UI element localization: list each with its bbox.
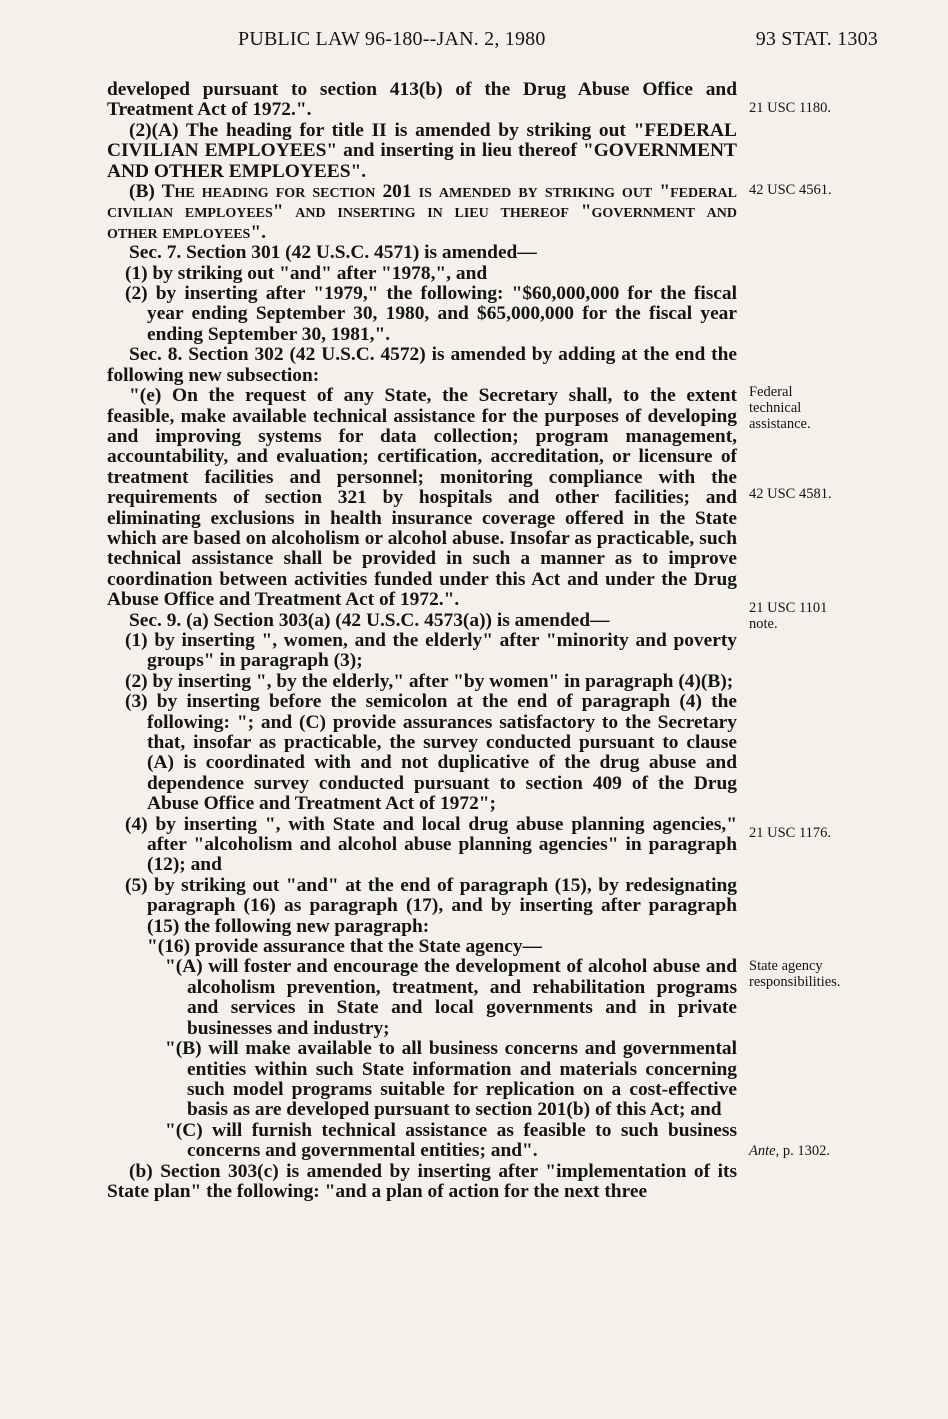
paragraph: (3) by inserting before the semicolon at the end of paragraph (4) the following: "; and (C) provide assurances satisfactory to the Secretary that, insofar as practicable, the survey conducted pursuant to clause (A) is coordinated with and not duplicative of the drug abuse and dependence survey conducted pursuant to section 409 of the Drug Abuse Office and Treatment Act of 1972"; (125, 691, 737, 815)
paragraph: (2) by inserting ", by the elderly," after "by women" in paragraph (4)(B); (125, 670, 734, 692)
section-9-heading: Sec. 9. (a) Section 303(a) (42 U.S.C. 4573(a)) is amended— (129, 609, 610, 631)
header-stat-page: 93 STAT. 1303 (755, 28, 878, 50)
paragraph: (5) by striking out "and" at the end of paragraph (15), by redesignating paragraph (16) as paragraph (17), and by inserting after paragraph (15) the following new paragraph: (125, 874, 737, 937)
margin-note-text: p. 1302. (779, 1143, 830, 1159)
margin-note: 42 USC 4561. (749, 182, 832, 198)
paragraph: "(C) will furnish technical assistance as feasible to such business concerns and governmental entities; and". (165, 1119, 737, 1162)
paragraph: (1) by inserting ", women, and the elderly" after "minority and poverty groups" in paragraph (3); (125, 629, 737, 672)
paragraph: (1) by striking out "and" after "1978,", and (125, 262, 488, 284)
margin-note: 21 USC 1176. (749, 825, 832, 841)
paragraph: "(e) On the request of any State, the Secretary shall, to the extent feasible, make available technical assistance for the purposes of developing and improving systems for data collection; program management, accountability, and evaluation; certification, accreditation, or licensure of treatment facilities and personnel; monitoring compliance with the requirements of section 321 by hospitals and other facilities; and eliminating exclusions in health insurance coverage offered in the State which are based on alcoholism or alcohol abuse. Insofar as practicable, such technical assistance shall be provided in such a manner as to improve coordination between activities funded under this Act and under the Drug Abuse Office and Treatment Act of 1972.". (107, 385, 737, 611)
margin-note: 21 USC 1101 note. (749, 600, 828, 632)
paragraph: (4) by inserting ", with State and local drug abuse planning agencies," after "alcoholism and alcohol abuse planning agencies" in paragraph (12); and (125, 813, 737, 876)
page-header (238, 28, 878, 58)
margin-note: State agency responsibilities. (749, 958, 841, 990)
margin-note-italic: Ante, (749, 1143, 780, 1159)
paragraph: developed pursuant to section 413(b) of the Drug Abuse Office and Treatment Act of 1972.". (107, 79, 737, 121)
margin-note (749, 1143, 899, 1159)
margin-note: 21 USC 1180. (749, 100, 832, 116)
paragraph: (2) by inserting after "1979," the following: "$60,000,000 for the fiscal year ending September 30, 1980, and $65,000,000 for the fiscal year ending September 30, 1981,". (125, 283, 737, 345)
paragraph: "(B) will make available to all business concerns and governmental entities within such State information and materials concerning such model programs suitable for replication on a cost-effective basis as are developed pursuant to section 201(b) of this Act; and (165, 1038, 737, 1121)
margin-note: 42 USC 4581. (749, 486, 832, 502)
header-law-citation: PUBLIC LAW 96-180--JAN. 2, 1980 (238, 28, 546, 50)
paragraph: (b) Section 303(c) is amended by inserting after "implementation of its State plan" the following: "and a plan of action for the next three (107, 1160, 737, 1202)
statute-body (107, 80, 737, 1202)
section-7-heading: Sec. 7. Section 301 (42 U.S.C. 4571) is amended— (129, 242, 537, 264)
margin-note: Federal technical assistance. (749, 384, 811, 432)
paragraph: "(A) will foster and encourage the development of alcohol abuse and alcoholism prevention, treatment, and rehabilitation programs and services in State and local governments and in private businesses and industry; (165, 956, 737, 1039)
paragraph: (B) The heading for section 201 is amended by striking out "federal civilian employees" and inserting in lieu thereof "government and other employees". (107, 181, 737, 243)
paragraph: "(16) provide assurance that the State agency— (147, 936, 542, 958)
paragraph: (2)(A) The heading for title II is amended by striking out "FEDERAL CIVILIAN EMPLOYEES" and inserting in lieu thereof "GOVERNMENT AND OTHER EMPLOYEES". (107, 119, 737, 182)
section-8-heading: Sec. 8. Section 302 (42 U.S.C. 4572) is amended by adding at the end the following new subsection: (107, 344, 737, 386)
